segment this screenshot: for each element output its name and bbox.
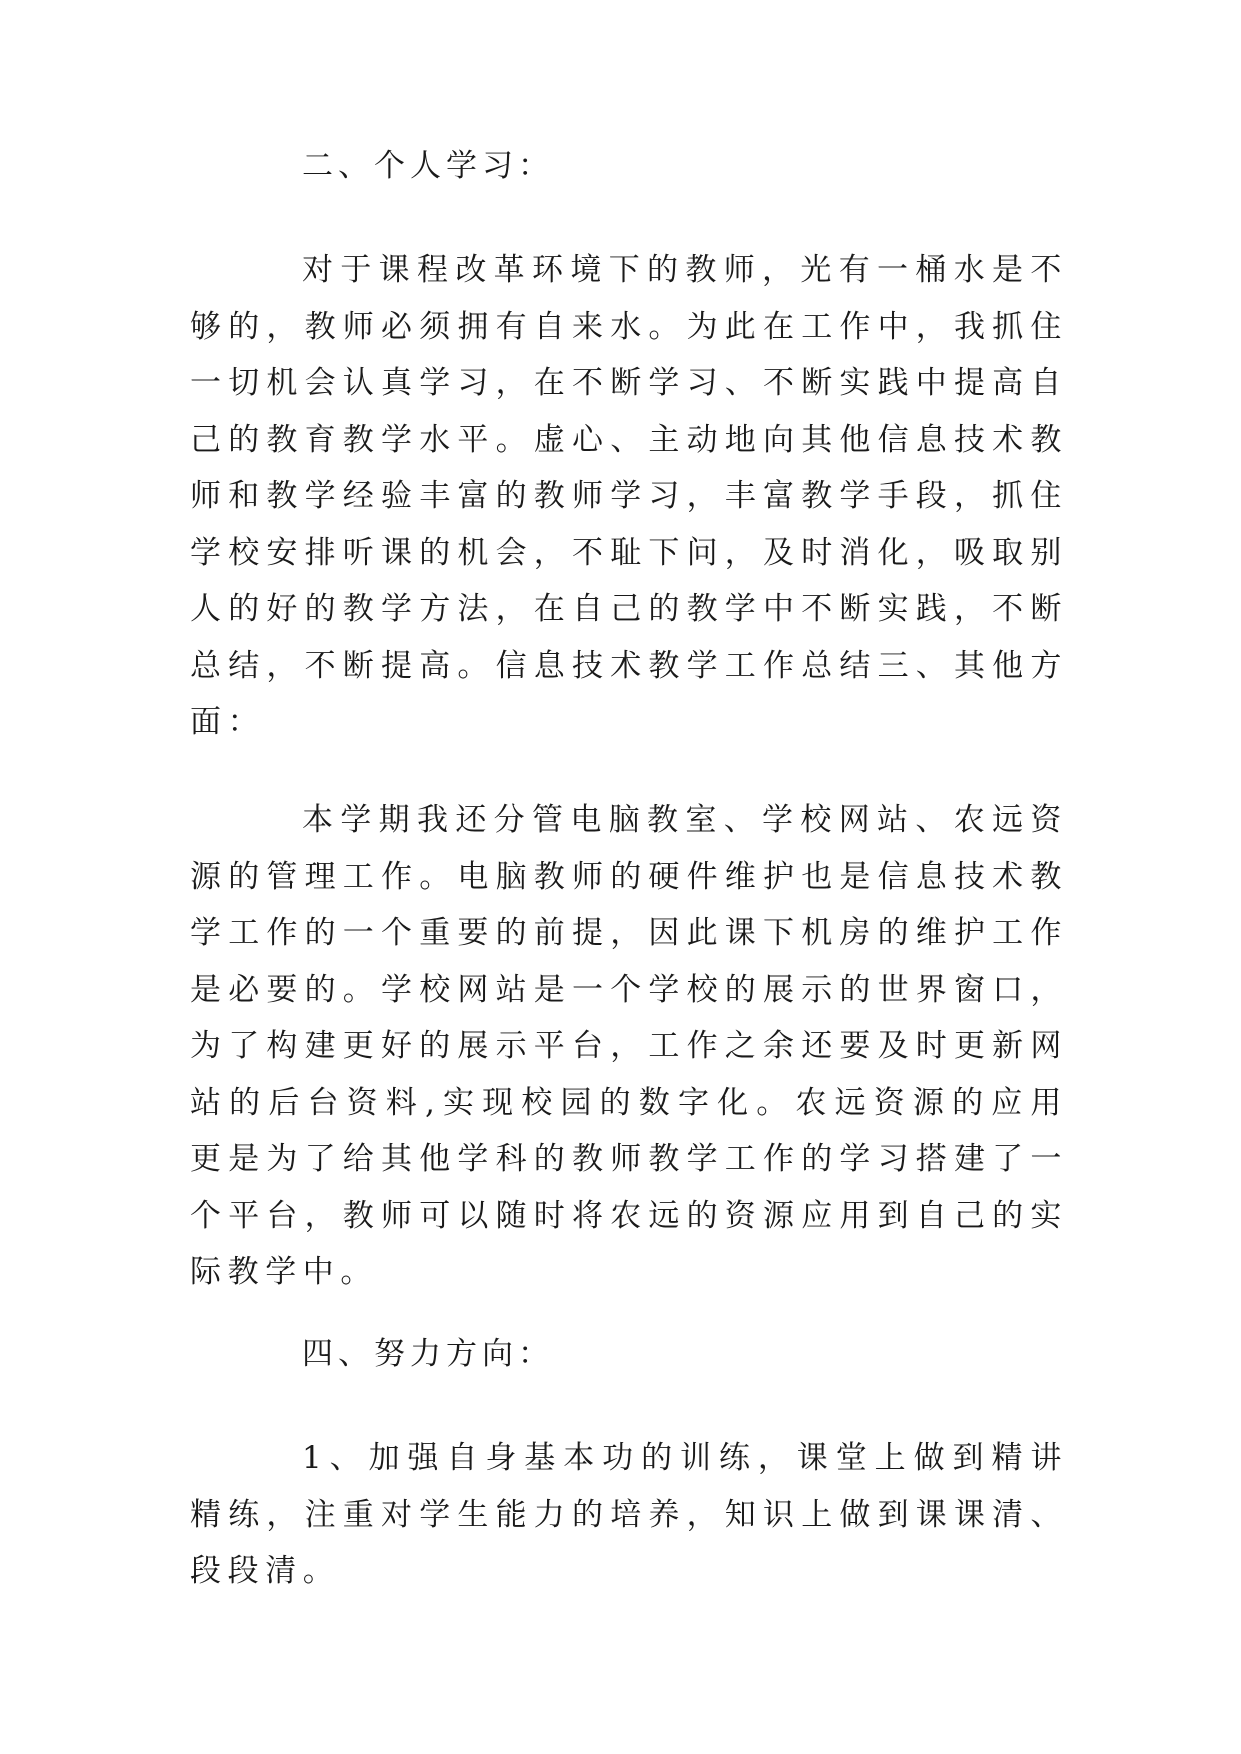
paragraph-other-aspects: 本学期我还分管电脑教室、学校网站、农远资源的管理工作。电脑教师的硬件维护也是信息技术教学工作的一个重要的前提，因此课下机房的维护工作是必要的。学校网站是一个学校的展示的世界窗口，为了构建更好的展示平台，工作之余还要及时更新网站的后台资料,实现校园的数字化。农远资源的应用更是为了给其他学科的教师教学工作的学习搭建了一个平台，教师可以随时将农远的资源应用到自己的实际教学中。 xyxy=(190,802,1068,1290)
paragraph-direction-item-1: 1、加强自身基本功的训练，课堂上做到精讲精练，注重对学生能力的培养，知识上做到课课清、段段清。 xyxy=(190,1440,1068,1589)
heading-personal-study: 二、个人学习： xyxy=(302,148,554,184)
paragraph-personal-study: 对于课程改革环境下的教师，光有一桶水是不够的，教师必须拥有自来水。为此在工作中，我抓住一切机会认真学习，在不断学习、不断实践中提高自己的教育教学水平。虚心、主动地向其他信息技术教师和教学经验丰富的教师学习，丰富教学手段，抓住学校安排听课的机会，不耻下问，及时消化，吸取别人的好的教学方法，在自己的教学中不断实践，不断总结，不断提高。信息技术教学工作总结三、其他方面： xyxy=(190,252,1068,740)
heading-effort-direction: 四、努力方向： xyxy=(302,1336,554,1372)
